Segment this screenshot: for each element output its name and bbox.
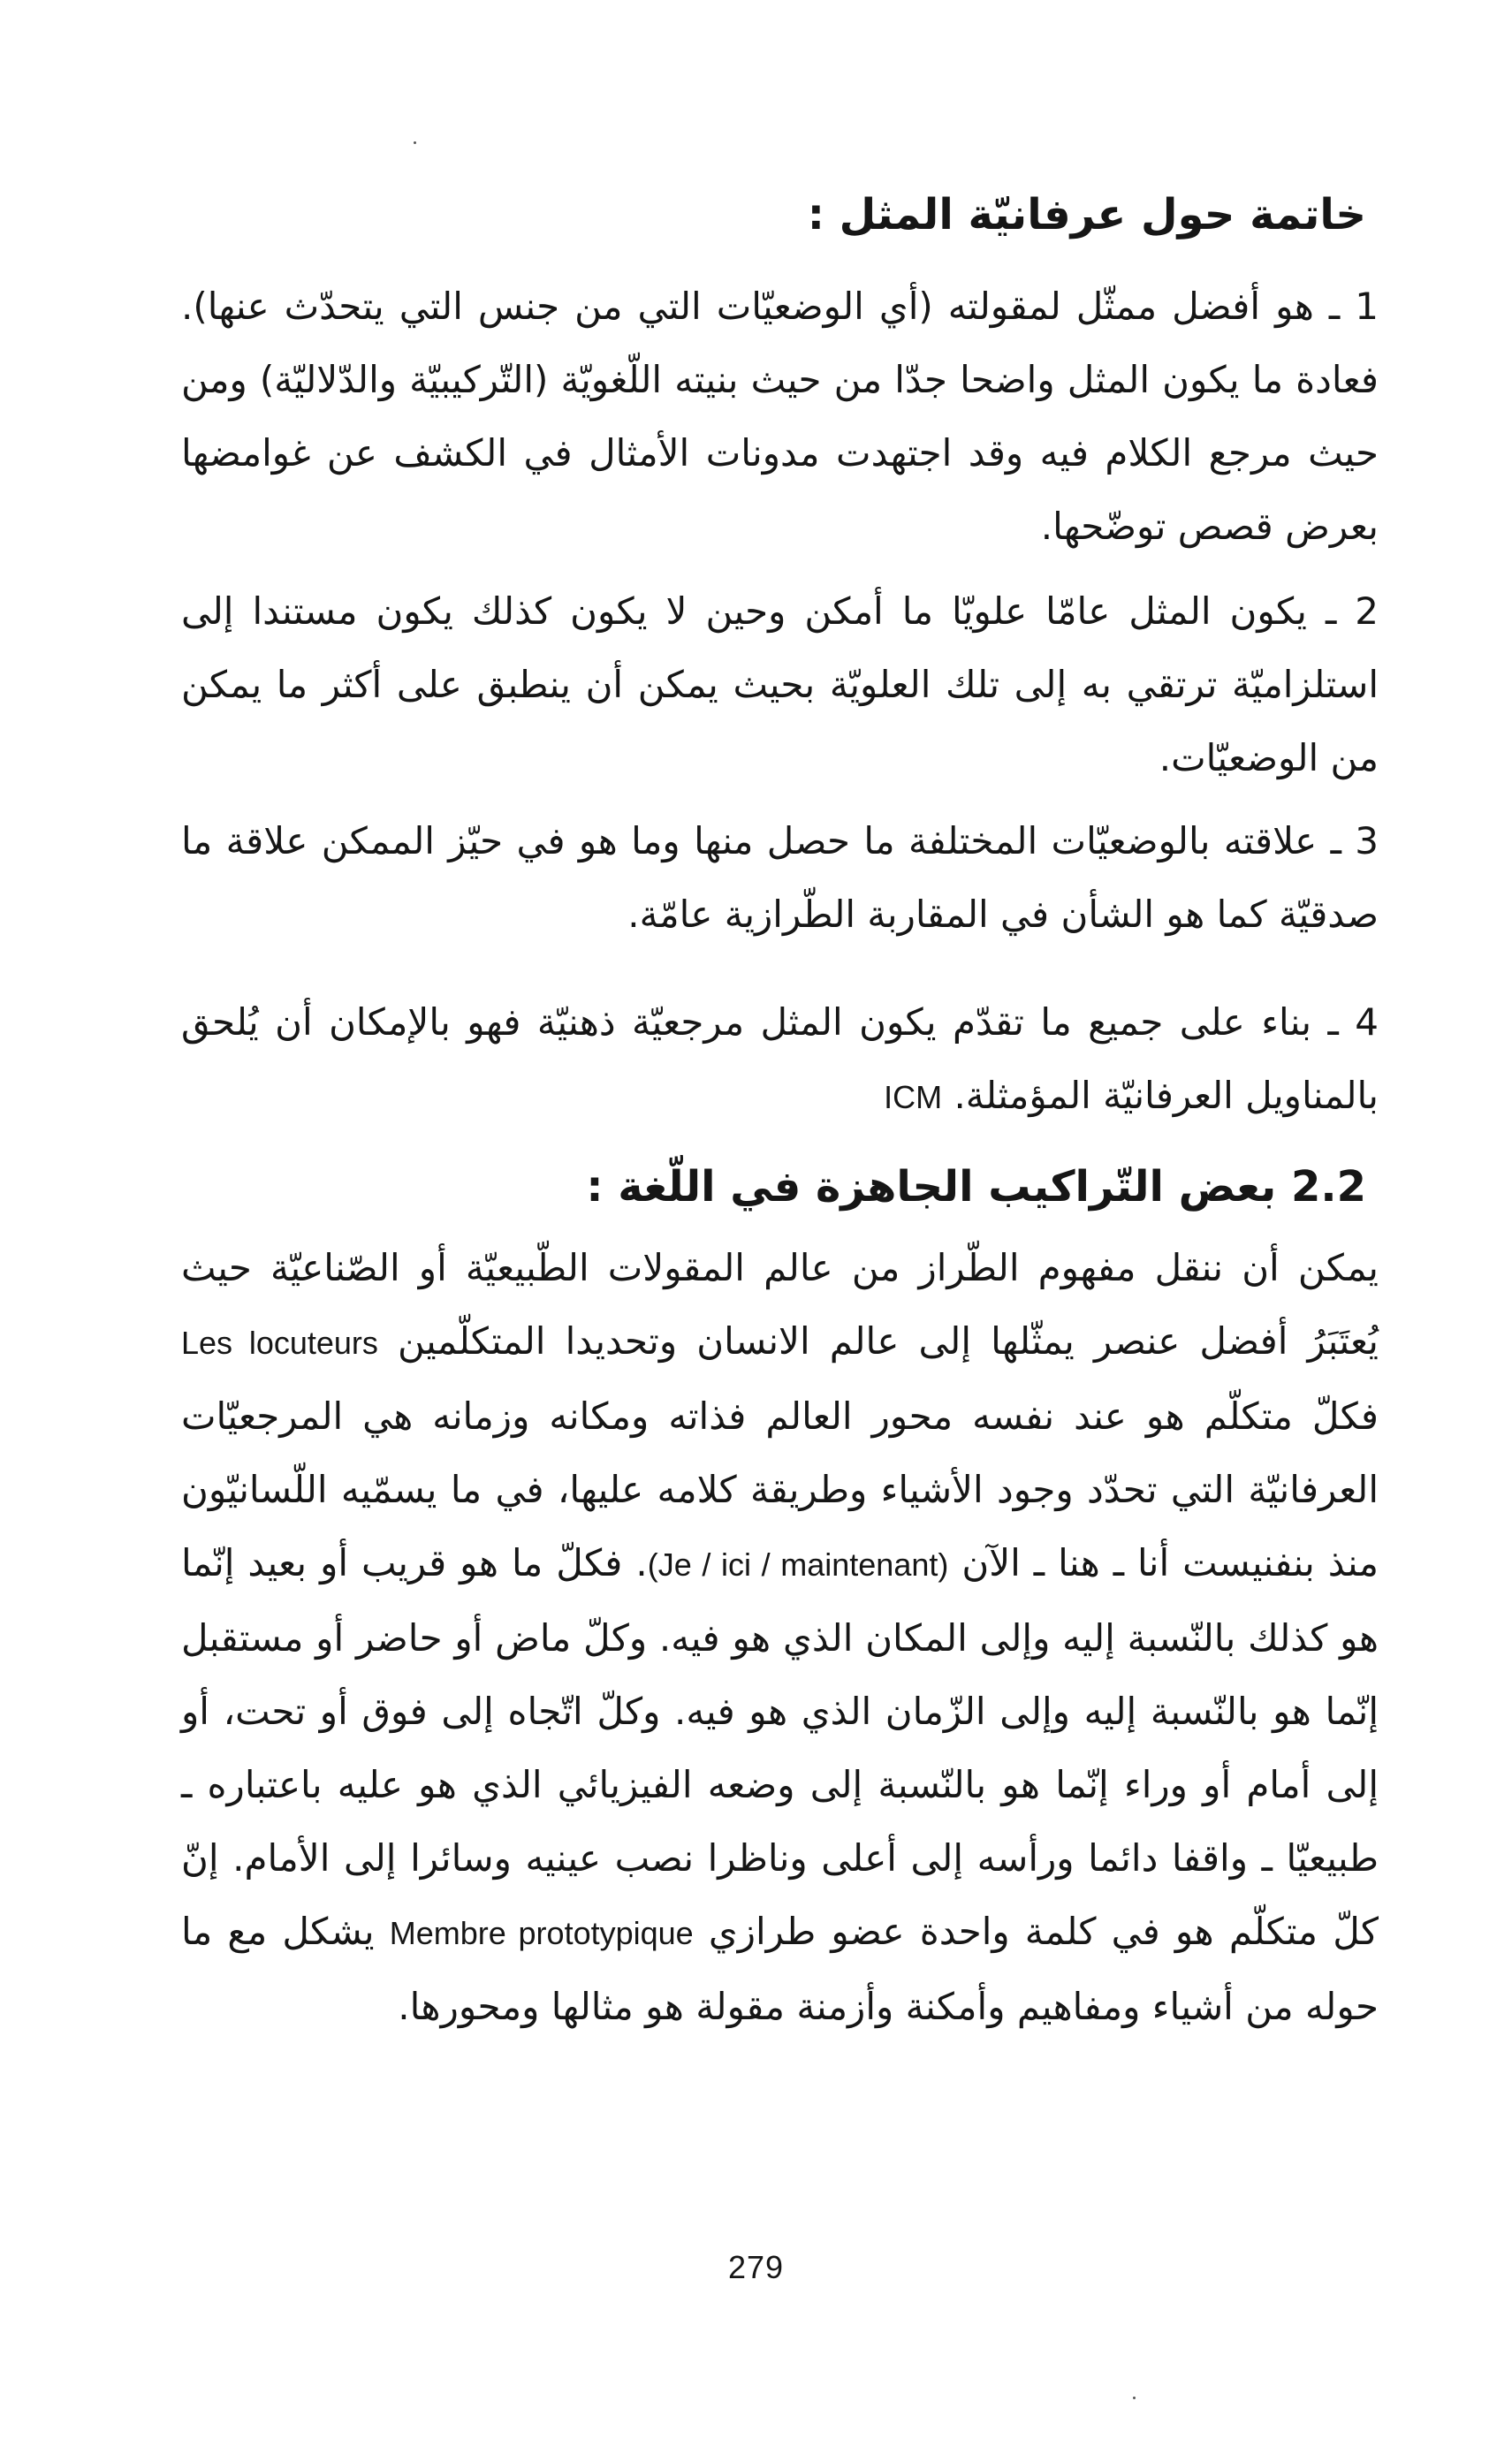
- latin-term-membre-prototypique: Membre prototypique: [389, 1915, 694, 1951]
- body-paragraph: [181, 1231, 1379, 2043]
- list-item: 2 ـ يكون المثل عامّا علويّا ما أمكن وحين لا يكون كذلك يكون مستندا إلى استلزاميّة ترتقي به إلى تلك العلويّة بحيث يمكن أن ينطبق على أكثر ما يمكن من الوضعيّات.: [181, 589, 1379, 779]
- list-item: 3 ـ علاقته بالوضعيّات المختلفة ما حصل منها وما هو في حيّز الممكن علاقة ما صدقيّة كما هو الشأن في المقاربة الطّرازية عامّة.: [181, 819, 1379, 936]
- subsection-title: 2.2 بعض التّراكيب الجاهزة في اللّغة :: [586, 1162, 1366, 1212]
- latin-term-je-ici-maintenant: (Je / ici / maintenant): [647, 1546, 949, 1583]
- icm-term: ICM: [884, 1079, 943, 1115]
- page-number: 279: [727, 2249, 785, 2285]
- paragraph-text: فكلّ متكلّم هو عند نفسه محور العالم فذاته ومكانه وزمانه هي المرجعيّات العرفانيّة التي تحدّد وجود الأشياء وطريقة كلامه عليها، في ما يسمّيه اللّسانيّون منذ بنفنيست أنا ـ هنا ـ الآن: [181, 1394, 1379, 1584]
- paragraph-text: يشكل مع ما حوله من أشياء ومفاهيم وأمكنة وأزمنة مقولة هو مثالها ومحورها.: [181, 1910, 1379, 2028]
- scan-speck: [414, 141, 416, 144]
- paragraph-text: يمكن أن ننقل مفهوم الطّراز من عالم المقولات الطّبيعيّة أو الصّناعيّة حيث يُعتَبَرُ أفضل عنصر يمثّلها إلى عالم الانسان وتحديدا المتكلّمين: [181, 1246, 1379, 1363]
- list-item: 1 ـ هو أفضل ممثّل لمقولته (أي الوضعيّات التي من جنس التي يتحدّث عنها). فعادة ما يكون المثل واضحا جدّا من حيث بنيته اللّغويّة (التّركيبيّة والدّلاليّة) ومن حيث مرجع الكلام فيه وقد اجتهدت مدونات الأمثال في الكشف عن غوامضها بعرض قصص توضّحها.: [181, 285, 1379, 548]
- scan-speck: [1133, 2397, 1136, 2399]
- list-item-text: 4 ـ بناء على جميع ما تقدّم يكون المثل مرجعيّة ذهنيّة فهو بالإمكان أن يُلحق بالمناويل العرفانيّة المؤمثلة.: [181, 1000, 1379, 1117]
- paragraph-text: . فكلّ ما هو قريب أو بعيد إنّما هو كذلك بالنّسبة إليه وإلى المكان الذي هو فيه. وكلّ ماض أو حاضر أو مستقبل إنّما هو بالنّسبة إليه وإلى الزّمان الذي هو فيه. وكلّ اتّجاه إلى فوق أو تحت، أو إلى أمام أو وراء إنّما هو بالنّسبة إلى وضعه الفيزيائي الذي هو عليه باعتباره ـ طبيعيّا ـ واقفا دائما ورأسه إلى أعلى وناظرا نصب عينيه وسائرا إلى الأمام. إنّ كلّ متكلّم هو في كلمة واحدة عضو طرازي: [181, 1541, 1379, 1953]
- section-title: خاتمة حول عرفانيّة المثل :: [807, 190, 1366, 239]
- list-item: [181, 985, 1379, 1134]
- latin-term-les-locuteurs: Les locuteurs: [181, 1325, 378, 1361]
